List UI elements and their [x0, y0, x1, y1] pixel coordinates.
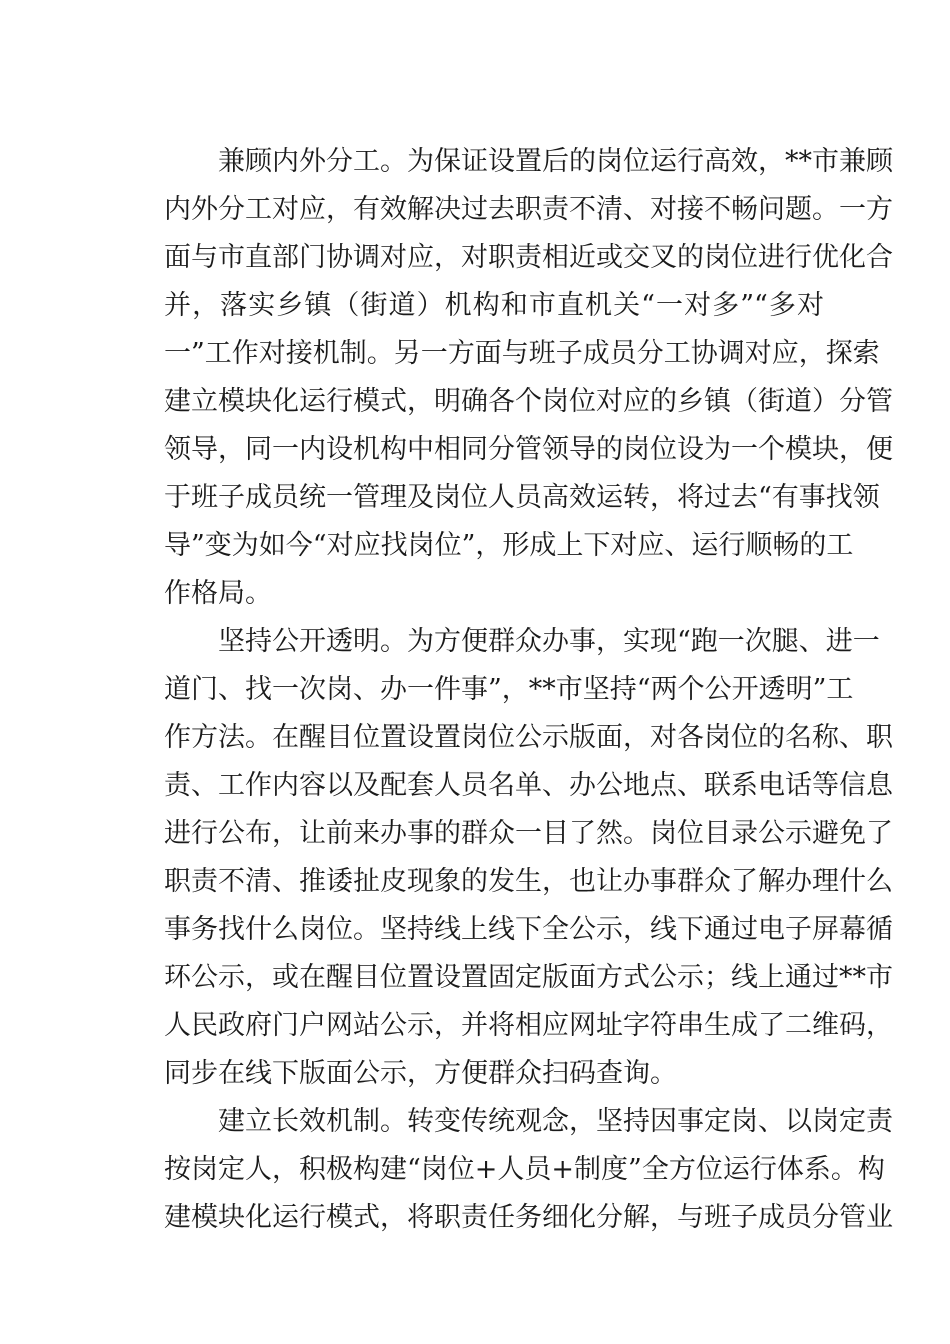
text-line: 同步在线下版面公示，方便群众扫码查询。 — [164, 1058, 677, 1089]
text-line: 作方法。在醒目位置设置岗位公示版面，对各岗位的名称、职 — [164, 722, 893, 753]
text-line: 建立长效机制。转变传统观念，坚持因事定岗、以岗定责 — [218, 1106, 893, 1137]
text-line: 导”变为如今“对应找岗位”，形成上下对应、运行顺畅的工 — [164, 530, 854, 561]
text-line: 领导，同一内设机构中相同分管领导的岗位设为一个模块，便 — [164, 434, 893, 465]
text-line: 职责不清、推诿扯皮现象的发生，也让办事群众了解办理什么 — [164, 866, 893, 897]
text-line: 一”工作对接机制。另一方面与班子成员分工协调对应，探索 — [164, 338, 880, 369]
text-line: 内外分工对应，有效解决过去职责不清、对接不畅问题。一方 — [164, 194, 893, 225]
text-line: 人民政府门户网站公示，并将相应网址字符串生成了二维码， — [164, 1010, 893, 1041]
text-line: 作格局。 — [164, 578, 272, 609]
text-line: 面与市直部门协调对应，对职责相近或交叉的岗位进行优化合 — [164, 242, 893, 273]
text-line: 责、工作内容以及配套人员名单、办公地点、联系电话等信息 — [164, 770, 893, 801]
text-line: 按岗定人，积极构建“岗位+人员+制度”全方位运行体系。构 — [164, 1154, 885, 1185]
text-line: 进行公布，让前来办事的群众一目了然。岗位目录公示避免了 — [164, 818, 893, 849]
text-line: 环公示，或在醒目位置设置固定版面方式公示；线上通过**市 — [164, 962, 893, 993]
text-line: 兼顾内外分工。为保证设置后的岗位运行高效，**市兼顾 — [218, 146, 893, 177]
text-line: 建模块化运行模式，将职责任务细化分解，与班子成员分管业 — [164, 1202, 893, 1233]
text-line: 并，落实乡镇（街道）机构和市直机关“一对多”“多对 — [164, 290, 824, 321]
text-line: 于班子成员统一管理及岗位人员高效运转，将过去“有事找领 — [164, 482, 880, 513]
text-line: 道门、找一次岗、办一件事”，**市坚持“两个公开透明”工 — [164, 674, 854, 705]
text-line: 事务找什么岗位。坚持线上线下全公示，线下通过电子屏幕循 — [164, 914, 893, 945]
text-line: 建立模块化运行模式，明确各个岗位对应的乡镇（街道）分管 — [164, 386, 893, 417]
text-line: 坚持公开透明。为方便群众办事，实现“跑一次腿、进一 — [218, 626, 880, 657]
